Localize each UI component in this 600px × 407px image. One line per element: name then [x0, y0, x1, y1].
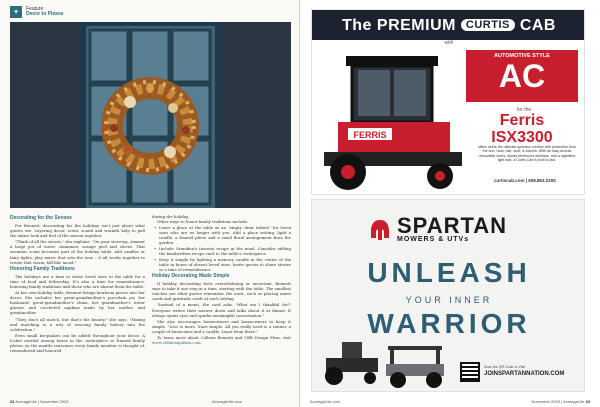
footer-url: AcreageLife.com	[310, 399, 341, 404]
ad-banner	[312, 10, 585, 40]
section-logo-icon: ✦	[10, 6, 22, 18]
heading-simple: Holiday Decorating Made Simple	[152, 273, 230, 280]
spartan-brand: SPARTAN MOWERS & UTVs	[368, 216, 507, 243]
list-item: • Include Grandma's favorite recipe in the meal. Consider adding the handwritten recipe card to the table's centerpiece.	[152, 246, 291, 256]
website-link[interactable]: www.cbbdesignfirm.com	[152, 340, 201, 346]
heading-senses: Decorating for the Senses	[10, 215, 72, 221]
list-item: • Keep it simple by lighting a memory candle in the center of the table in honor of absent loved ones. Invite guests to share stories or a time of remembrance.	[152, 257, 291, 272]
spartan-vehicles-illustration	[320, 332, 450, 392]
list-item: • Leave a place at the table as an "empty chair tribute" for loved ones who are no longer with you. Add a place setting, light a candle, a framed photo and a small floral arrangement from the garden.	[152, 225, 291, 245]
spartan-helmet-icon	[368, 218, 392, 242]
paragraph: Other ways to honor family traditions include:	[157, 219, 249, 225]
page-number: 22	[10, 399, 15, 404]
paragraph: For Bennett, decorating for the holidays isn't just about what guests see. Layering decor, scent, sound and warmth help to pull the entire look and feel of the season together.	[10, 223, 145, 239]
page-number: 23	[585, 399, 590, 404]
paragraph: If holiday decorating feels overwhelming or uncertain, Bennett says to take it one step at a time, starting with the table. The smallest touches are what guests remember the most, such as placing name cards and gratitude cards at each setting.	[152, 281, 291, 302]
curtis-logo: CURTIS	[461, 19, 515, 31]
ad-contact[interactable]: curtiscab.com | 508.853.2200	[494, 178, 556, 183]
paragraph: "Think of all the senses," she explains. "On your stovetop, simmer a large pot of water, cinnamon, orange peel and cloves. That aromatic scent becomes part of the holiday table. Add candles or fairy lights, play music that sets the tone – it all works together to create that warm, fall-like mood."	[10, 239, 146, 265]
heading-traditions: Honoring Family Traditions	[10, 265, 75, 272]
mower-brand-text: FERRIS	[353, 130, 387, 140]
ad-headline-2: YOUR INNER	[405, 295, 493, 305]
article-column-1	[10, 214, 145, 354]
qr-code[interactable]	[460, 362, 480, 382]
ac-badge: AUTOMOTIVE STYLE AC	[466, 50, 578, 102]
header-subsection: Decor to Please	[26, 11, 64, 17]
mower-cab-illustration	[318, 48, 468, 193]
paragraph: Even small keepsakes can be added throughout your decor. A locket nestled among boxes in the centerpiece or framed family photos on the mantle reassures every family member is thought of, remembered and honored	[10, 332, 145, 354]
page-header	[10, 5, 64, 19]
paragraph: "They don't all match, but that's the beauty," she says. "Mixing and matching is a way of weaving family history into the celebration."	[10, 316, 145, 332]
curtis-cab-ad[interactable]: The PREMIUM CURTIS CAB with FERRIS AUTOMOTIVE STYLE AC for the Ferris ISX3300 offers users the ultimate operator comfort with protection from the sun, heat, rain, dust, & insects. With its easy access removable doors, sturdy reinforced windows, and a nighttime light add, a Curtis Cab is built to last. curtiscab.com | 508.853.2200	[311, 9, 585, 195]
article-column-2	[152, 214, 291, 346]
ad-body-text: offers users the ultimate operator comfort with protection from the sun, heat, rain, dust, & insects. With its easy access removable doors, sturdy reinforced windows, and a nighttime light add, a Curtis Cab is built to last.	[477, 145, 576, 163]
model-name: Ferris ISX3300	[491, 112, 553, 146]
footer-left: 22 AcreageLife | November 2025	[10, 399, 69, 404]
paragraph: during the holiday.	[152, 214, 190, 219]
footer-url: AcreageLife.com	[212, 399, 243, 404]
footer-right: November 2025 | AcreageLife 23	[531, 399, 590, 404]
ad-url[interactable]: JOINSPARTANNATION.COM	[484, 371, 565, 377]
wreath-door-photo	[10, 22, 291, 208]
right-page	[300, 0, 600, 407]
ad-headline-3: WARRIOR	[367, 308, 531, 339]
ad-headline-1: UNLEASH	[367, 257, 531, 288]
header-section: Feature	[26, 5, 44, 12]
ad-title: The PREMIUM CURTIS CAB	[342, 17, 556, 34]
paragraph: She also encourages homeowners and homeowners to keep it simple. "Less is more. Start simple. All you really need is a runner, a couple of hurricanes and a candle. Layer from there."	[152, 318, 291, 334]
paragraph: The holidays are a time to invite loved ones to the table for a time of food and fellowship. It's also a time for remembrance, honoring family traditions and those who are absent from the table.	[10, 273, 145, 289]
spartan-ad[interactable]: SPARTAN MOWERS & UTVs UNLEASH YOUR INNER WARRIOR Scan the QR Code or Visit JOINSPARTANNATION.COM	[311, 199, 585, 392]
paragraph: To learn more about Colleen Bennett and CBB Design Firm, visit www.cbbdesignfirm.com.	[152, 334, 291, 346]
wreath-illustration	[10, 22, 291, 208]
paragraph: At her own holiday table, Bennett brings heirloom pieces into her decor. She includes her great-grandmother's porcelain jar, her husbands' great-grandmother's china, her grandmother's water glasses and crocheted napkins made by her mother and grandmother.	[10, 290, 145, 316]
paragraph: "Instead of a menu, the card asks, 'What am I thankful for?' Everyone writes their answer down and talks about it at dinner. It always opens eyes and sparks meaningful conversation."	[152, 302, 291, 318]
